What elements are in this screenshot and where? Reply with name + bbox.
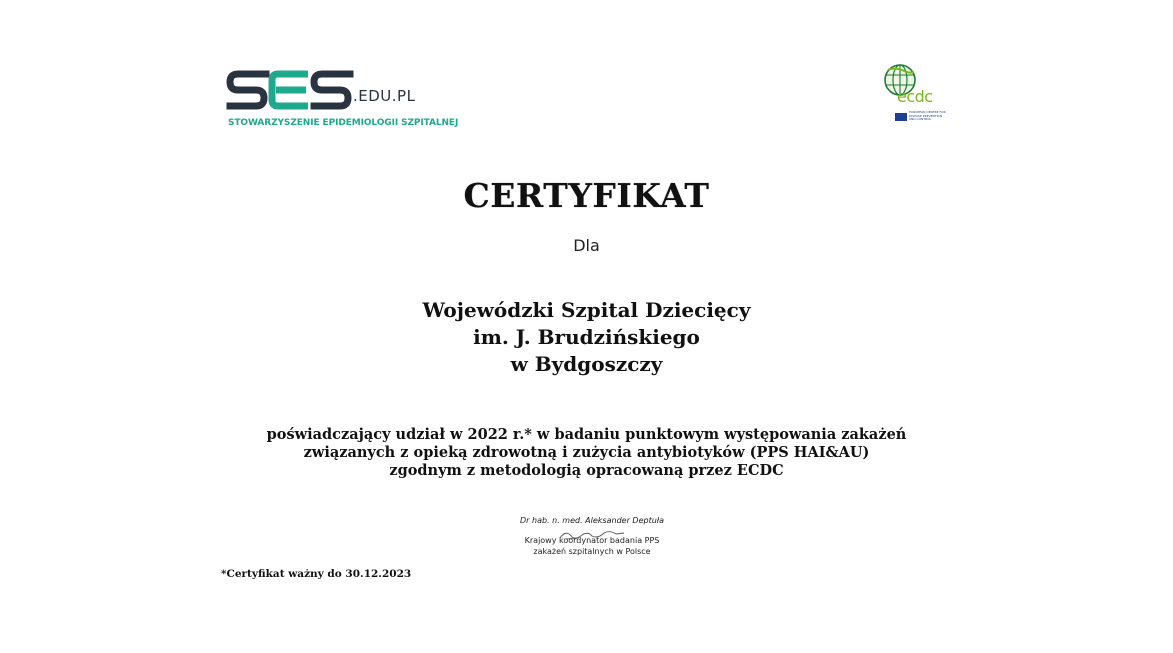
ecdc-logo — [880, 64, 948, 126]
signer-role-line: zakażeń szpitalnych w Polsce — [533, 547, 651, 556]
ses-domain: .EDU.PL — [353, 87, 416, 105]
recipient-line: Wojewódzki Szpital Dziecięcy — [422, 298, 751, 322]
signature-block — [492, 516, 692, 557]
statement-line: poświadczający udział w 2022 r.* w badaniu punktowym występowania zakażeń — [266, 426, 907, 443]
statement-line: związanych z opieką zdrowotną i zużycia antybiotyków (PPS HAI&AU) — [303, 444, 870, 461]
signer-role-line: Krajowy koordynator badania PPS — [524, 536, 660, 545]
recipient-name — [0, 297, 1173, 378]
ecdc-wordmark: ecdc — [897, 87, 933, 106]
certificate-title: CERTYFIKAT — [463, 176, 710, 215]
statement-line: zgodnym z metodologią opracowaną przez ECDC — [389, 462, 784, 479]
recipient-line: w Bydgoszczy — [510, 352, 663, 376]
ses-logo-mark — [226, 66, 354, 114]
ecdc-caption: EUROPEAN CENTRE FOR DISEASE PREVENTION AND CONTROL — [909, 110, 946, 121]
eu-flag-icon — [895, 113, 907, 121]
ses-logo — [226, 66, 459, 132]
validity-note: *Certyfikat ważny do 30.12.2023 — [221, 568, 412, 580]
certificate-statement — [0, 426, 1173, 480]
ses-tagline: STOWARZYSZENIE EPIDEMIOLOGII SZPITALNEJ — [228, 118, 459, 128]
signer-name: Dr hab. n. med. Aleksander Deptuła — [520, 516, 664, 525]
recipient-line: im. J. Brudzińskiego — [473, 325, 700, 349]
for-label: Dla — [573, 236, 600, 255]
signer-role — [492, 535, 692, 557]
